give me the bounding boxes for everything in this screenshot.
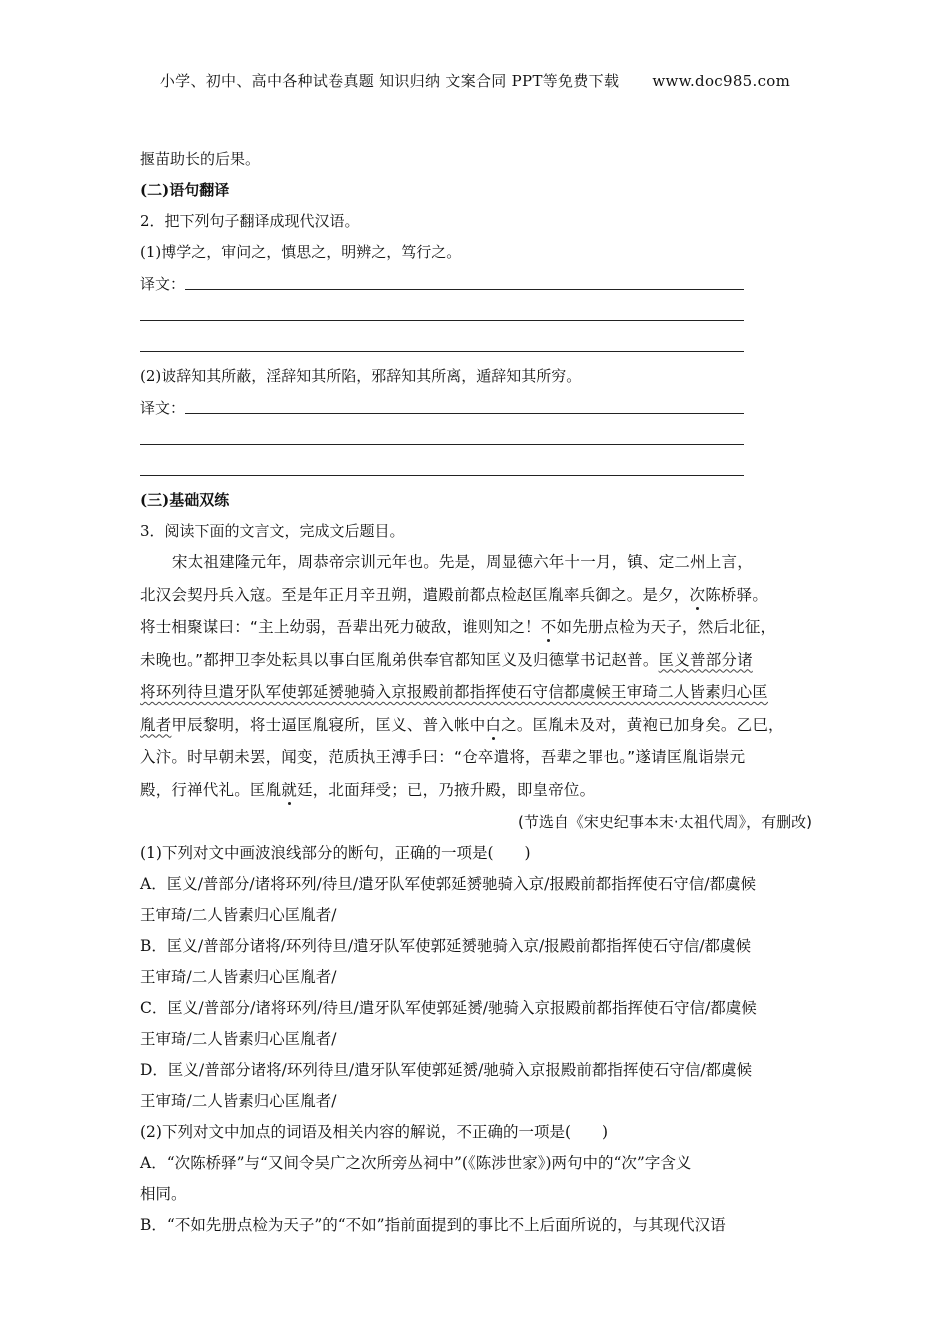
q1-option-b-line-1[interactable]: B．匡义/普部分诸将/环列待旦/遣牙队军使郭延赟驰骑入京/报殿前都指挥使石守信/都虞候 bbox=[140, 937, 752, 955]
passage-line-7: 入汴。时早朝未罢，闻变，范质执王溥手曰：“仓卒遣将，吾辈之罪也。”遂请匡胤诣崇元 bbox=[140, 748, 746, 766]
passage-line-5 bbox=[140, 681, 812, 703]
header-text: 小学、初中、高中各种试卷真题 知识归纳 文案合同 PPT等免费下载 bbox=[159, 72, 620, 90]
q2-option-a-line-1[interactable]: A．“次陈桥驿”与“又间令吴广之次所旁丛祠中”(《陈涉世家》)两句中的“次”字含义 bbox=[140, 1154, 692, 1172]
passage-line-2: 北汉会契丹兵入寇。至是年正月辛丑朔，遣殿前都点检赵匡胤率兵御之。是夕，次陈桥驿。 bbox=[140, 585, 769, 604]
q1-option-a-line-1[interactable]: A．匡义/普部分/诸将环列/待旦/遣牙队军使郭延赟驰骑入京/报殿前都指挥使石守信/都虞候 bbox=[140, 875, 757, 893]
answer-rule bbox=[140, 444, 744, 445]
passage-line-6: 胤者甲辰黎明，将士逼匡胤寝所，匡义、普入帐中白之。匡胤未及对，黄袍已加身矣。乙巳， bbox=[140, 715, 784, 734]
main-content bbox=[140, 148, 812, 1245]
translation-label: 译文： bbox=[140, 399, 186, 417]
answer-rule bbox=[140, 475, 744, 476]
q2-stem: (2)下列对文中加点的词语及相关内容的解说，不正确的一项是( ) bbox=[140, 1123, 609, 1141]
answer-line-2-1[interactable] bbox=[140, 396, 812, 418]
wavy-underline-text: 将环列待旦遣牙队军使郭延赟驰骑入京报殿前都指挥使石守信都虞候王审琦二人皆素归心匡 bbox=[140, 683, 769, 701]
dotted-char: 就 bbox=[281, 780, 298, 799]
answer-line-2-2[interactable] bbox=[140, 427, 812, 449]
dotted-char: 不 bbox=[540, 618, 557, 636]
section-heading-translation: (二)语句翻译 bbox=[140, 181, 230, 199]
q1-option-a-line-2[interactable]: 王审琦/二人皆素归心匡胤者/ bbox=[140, 906, 337, 924]
answer-rule bbox=[185, 413, 744, 414]
answer-rule bbox=[185, 289, 744, 290]
answer-line-2-3[interactable] bbox=[140, 458, 812, 480]
q2-option-b-line-1[interactable]: B．“不如先册点检为天子”的“不如”指前面提到的事比不上后面所说的，与其现代汉语 bbox=[140, 1216, 726, 1234]
header-site-link[interactable]: www.doc985.com bbox=[652, 72, 791, 90]
passage-line-3: 将士相聚谋曰：“主上幼弱，吾辈出死力破敌，谁则知之！不如先册点检为天子，然后北征， bbox=[140, 618, 777, 636]
q1-option-d-line-2[interactable]: 王审琦/二人皆素归心匡胤者/ bbox=[140, 1092, 337, 1110]
answer-line-1-2[interactable] bbox=[140, 303, 812, 325]
answer-rule bbox=[140, 320, 744, 321]
translation-label: 译文： bbox=[140, 275, 186, 293]
wavy-underline-text: 匡义普部分诸 bbox=[658, 650, 753, 669]
passage-line-4: 未晚也。”都押卫李处耘具以事白匡胤弟供奉官都知匡义及归德掌书记赵普。匡义普部分诸 bbox=[140, 650, 753, 669]
answer-line-1-3[interactable] bbox=[140, 334, 812, 356]
classical-passage bbox=[140, 551, 812, 801]
dotted-char: 白 bbox=[485, 715, 502, 734]
passage-source: (节选自《宋史纪事本末·太祖代周》，有删改) bbox=[518, 813, 812, 831]
section-heading-practice: (三)基础双练 bbox=[140, 491, 230, 509]
question-2-sentence-2: (2)诐辞知其所蔽，淫辞知其所陷，邪辞知其所离，遁辞知其所穷。 bbox=[140, 367, 582, 385]
intro-line: 揠苗助长的后果。 bbox=[140, 150, 261, 168]
answer-rule bbox=[140, 351, 744, 352]
question-2-sentence-1: (1)博学之，审问之，慎思之，明辨之，笃行之。 bbox=[140, 243, 462, 261]
q2-option-a-line-2[interactable]: 相同。 bbox=[140, 1185, 187, 1203]
q1-stem: (1)下列对文中画波浪线部分的断句，正确的一项是( ) bbox=[140, 844, 531, 862]
dotted-char: 次 bbox=[689, 585, 706, 604]
passage-line-1: 宋太祖建隆元年，周恭帝宗训元年也。先是，周显德六年十一月，镇、定二州上言， bbox=[172, 553, 753, 571]
q1-option-c-line-1[interactable]: C．匡义/普部分/诸将环列/待旦/遣牙队军使郭延赟/驰骑入京报殿前都指挥使石守信/都虞候 bbox=[140, 999, 757, 1017]
wavy-underline-text: 胤者 bbox=[140, 715, 172, 734]
q1-option-b-line-2[interactable]: 王审琦/二人皆素归心匡胤者/ bbox=[140, 968, 337, 986]
passage-line-8: 殿，行禅代礼。匡胤就廷，北面拜受；已，乃掖升殿，即皇帝位。 bbox=[140, 780, 596, 799]
question-3-stem: 3．阅读下面的文言文，完成文后题目。 bbox=[140, 522, 405, 540]
question-2-stem: 2．把下列句子翻译成现代汉语。 bbox=[140, 212, 360, 230]
q1-option-d-line-1[interactable]: D．匡义/普部分诸将/环列待旦/遣牙队军使郭延赟/驰骑入京报殿前都指挥使石守信/都虞候 bbox=[140, 1061, 753, 1079]
answer-line-1-1[interactable] bbox=[140, 272, 812, 294]
q1-option-c-line-2[interactable]: 王审琦/二人皆素归心匡胤者/ bbox=[140, 1030, 337, 1048]
page-header bbox=[0, 70, 950, 91]
